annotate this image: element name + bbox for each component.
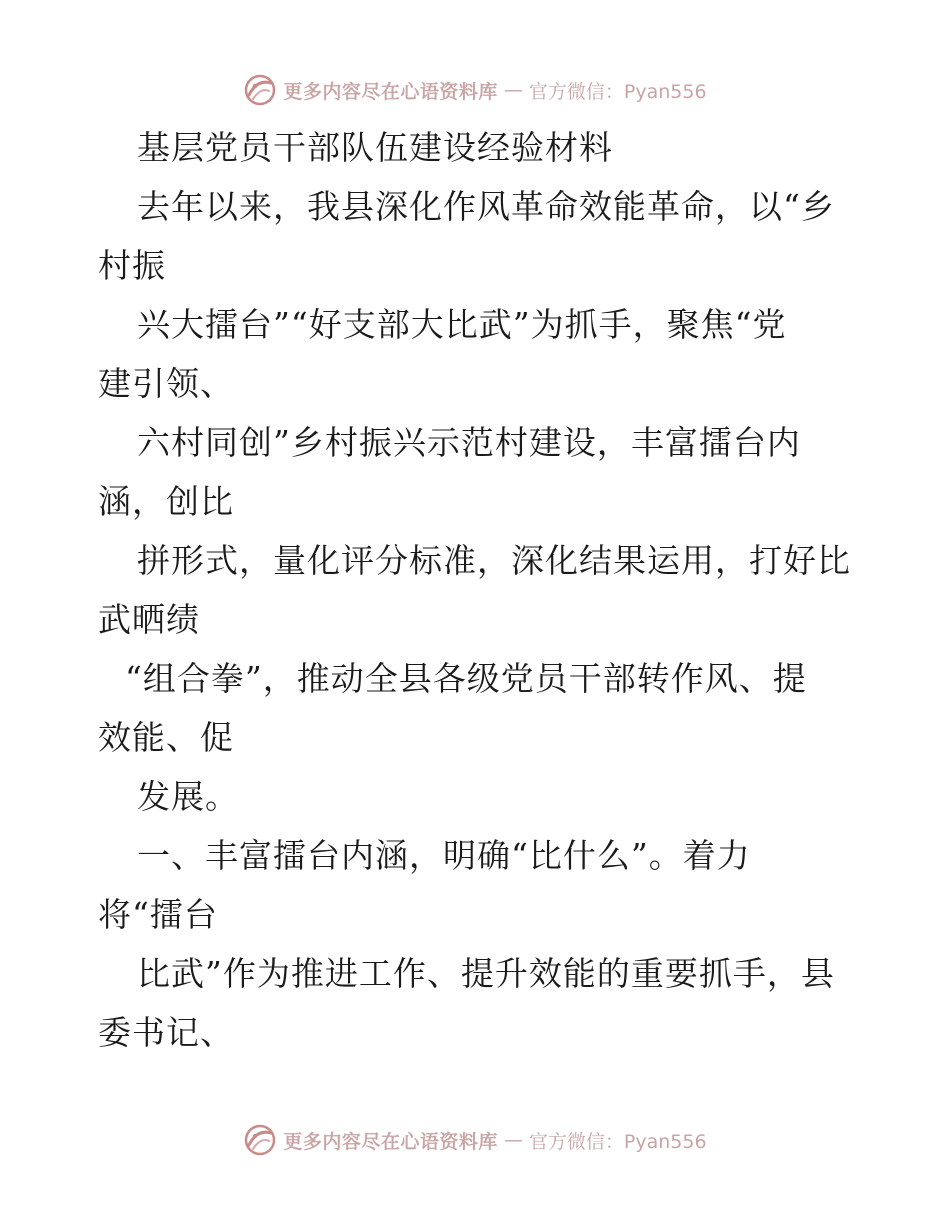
watermark-text: 更多内容尽在心语资料库	[283, 1130, 498, 1153]
paragraph-line: 效能、促	[98, 718, 234, 757]
paragraph-line: 建引领、	[98, 364, 234, 403]
paragraph-line: 武晒绩	[98, 600, 200, 639]
paragraph-line: 六村同创”乡村振兴示范村建设，丰富擂台内	[137, 423, 801, 462]
watermark-wechat: 官方微信：Pyan556	[528, 1130, 707, 1153]
paragraph-line: 兴大擂台”“好支部大比武”为抓手，聚焦“党	[137, 305, 787, 344]
paragraph-line: 发展。	[137, 777, 239, 816]
paragraph-line: 拼形式，量化评分标准，深化结果运用，打好比	[137, 541, 851, 580]
watermark-dash: —	[503, 1129, 523, 1151]
watermark-text: 更多内容尽在心语资料库	[283, 80, 498, 103]
swirl-logo-icon	[243, 1123, 277, 1157]
document-body	[0, 118, 950, 1062]
footer-watermark	[0, 1120, 950, 1160]
paragraph-line: 将“擂台	[98, 895, 218, 934]
paragraph-line: 涵，创比	[98, 482, 234, 521]
watermark-wechat: 官方微信：Pyan556	[528, 80, 707, 103]
swirl-logo-icon	[243, 73, 277, 107]
watermark-dash: —	[503, 79, 523, 101]
paragraph-line: 委书记、	[98, 1013, 234, 1052]
paragraph-line: 比武”作为推进工作、提升效能的重要抓手，县	[137, 954, 835, 993]
document-title: 基层党员干部队伍建设经验材料	[137, 128, 613, 167]
paragraph-line: 去年以来，我县深化作风革命效能革命，以“乡	[137, 187, 835, 226]
paragraph-line: 村振	[98, 246, 166, 285]
section-heading-line: 一、丰富擂台内涵，明确“比什么”。着力	[137, 836, 751, 875]
header-watermark	[0, 70, 950, 110]
paragraph-line: “组合拳”，推动全县各级党员干部转作风、提	[125, 659, 807, 698]
